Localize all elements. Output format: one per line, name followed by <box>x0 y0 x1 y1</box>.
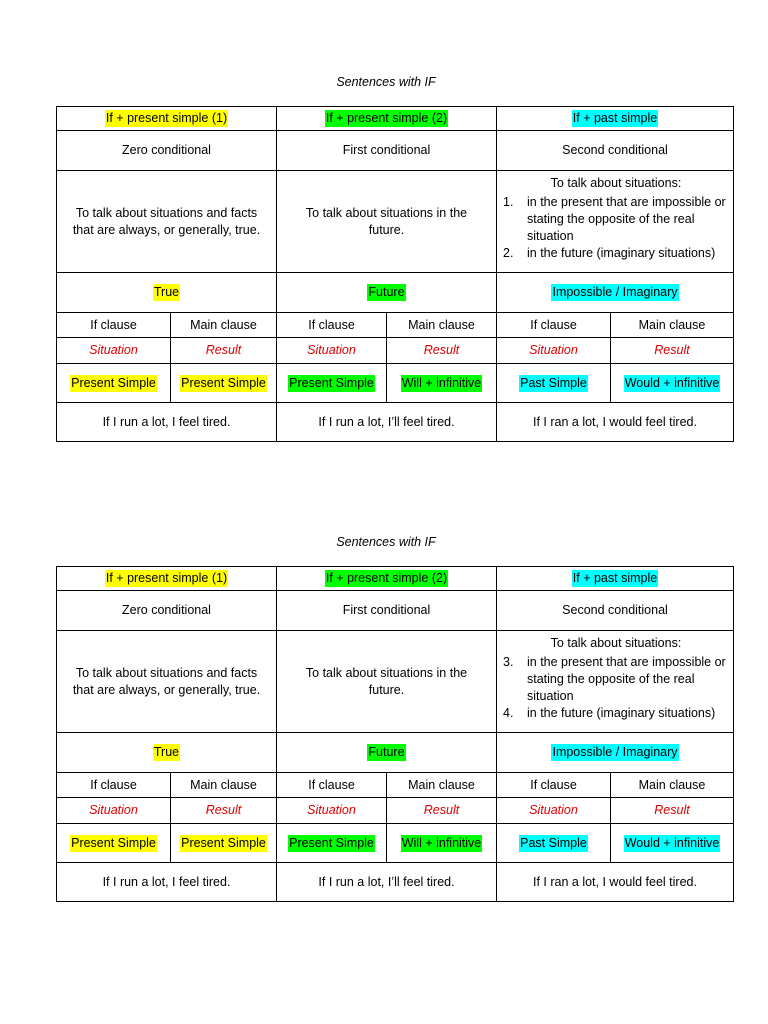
tense-cell <box>277 824 387 863</box>
example-cell: If I run a lot, I feel tired. <box>57 863 277 902</box>
category-label: True <box>153 285 180 299</box>
category-cell <box>57 273 277 313</box>
conditional-table-1 <box>56 74 733 429</box>
example-cell: If I run a lot, I’ll feel tired. <box>277 863 497 902</box>
role-cell: Situation <box>57 798 171 824</box>
header-row <box>57 107 734 131</box>
list-number: 3. <box>503 655 514 669</box>
header-cell <box>497 567 734 591</box>
category-label: Future <box>368 745 405 759</box>
tense-label: Past Simple <box>520 375 587 390</box>
role-cell: Result <box>611 338 734 364</box>
clause-cell: Main clause <box>387 313 497 338</box>
role-cell: Result <box>387 798 497 824</box>
list-item <box>503 194 729 245</box>
description-cell: To talk about situations and facts that are always, or generally, true. <box>57 631 277 733</box>
category-cell <box>497 733 734 773</box>
header-label: If + present simple (1) <box>105 571 228 585</box>
header-row <box>57 567 734 591</box>
example-cell: If I run a lot, I’ll feel tired. <box>277 403 497 442</box>
clause-cell: If clause <box>277 773 387 798</box>
example-row <box>57 863 734 902</box>
tense-label: Present Simple <box>289 835 374 850</box>
tense-cell <box>57 824 171 863</box>
category-label: True <box>153 745 180 759</box>
tense-label: Present Simple <box>71 835 156 850</box>
header-cell <box>57 567 277 591</box>
tense-row <box>57 824 734 863</box>
table-caption: Sentences with IF <box>336 535 436 549</box>
role-row <box>57 338 734 364</box>
tense-label: Will + infinitive <box>401 375 482 390</box>
category-cell <box>277 273 497 313</box>
tense-label: Present Simple <box>181 375 266 390</box>
header-cell <box>277 567 497 591</box>
list-item <box>503 245 729 262</box>
description-row <box>57 631 734 733</box>
header-label: If + present simple (2) <box>325 571 448 585</box>
category-label: Impossible / Imaginary <box>552 745 678 759</box>
role-cell: Result <box>611 798 734 824</box>
clause-cell: Main clause <box>171 773 277 798</box>
category-label: Impossible / Imaginary <box>552 285 678 299</box>
clause-cell: If clause <box>277 313 387 338</box>
category-label: Future <box>368 285 405 299</box>
description-cell: To talk about situations in the future. <box>277 171 497 273</box>
list-text: in the present that are impossible or stating the opposite of the real situation <box>527 195 726 243</box>
header-label: If + present simple (2) <box>325 111 448 125</box>
example-cell: If I ran a lot, I would feel tired. <box>497 863 734 902</box>
tense-row <box>57 364 734 403</box>
category-row <box>57 733 734 773</box>
header-label: If + past simple <box>572 571 658 585</box>
header-cell <box>277 107 497 131</box>
category-row <box>57 273 734 313</box>
type-row <box>57 131 734 171</box>
clause-cell: If clause <box>497 773 611 798</box>
clause-cell: If clause <box>57 313 171 338</box>
list-item <box>503 654 729 705</box>
description-intro: To talk about situations: <box>550 636 682 650</box>
list-item <box>503 705 729 722</box>
tense-cell <box>497 824 611 863</box>
example-cell: If I run a lot, I feel tired. <box>57 403 277 442</box>
tense-label: Will + infinitive <box>401 835 482 850</box>
table-grid <box>56 106 734 442</box>
tense-cell <box>57 364 171 403</box>
list-number: 1. <box>503 195 514 209</box>
tense-cell <box>171 824 277 863</box>
conditional-table-2 <box>56 534 733 889</box>
description-intro: To talk about situations: <box>550 176 682 190</box>
clause-cell: If clause <box>497 313 611 338</box>
tense-label: Present Simple <box>289 375 374 390</box>
role-cell: Result <box>171 798 277 824</box>
header-label: If + past simple <box>572 111 658 125</box>
tense-cell <box>611 364 734 403</box>
description-list-cell <box>497 171 734 273</box>
clause-cell: Main clause <box>387 773 497 798</box>
tense-label: Would + infinitive <box>624 835 720 850</box>
clause-cell: Main clause <box>171 313 277 338</box>
tense-cell <box>387 824 497 863</box>
list-number: 4. <box>503 706 514 720</box>
role-cell: Situation <box>497 338 611 364</box>
description-cell: To talk about situations in the future. <box>277 631 497 733</box>
header-cell <box>497 107 734 131</box>
type-cell: Zero conditional <box>57 131 277 171</box>
table-caption: Sentences with IF <box>336 75 436 89</box>
role-cell: Result <box>387 338 497 364</box>
role-cell: Situation <box>497 798 611 824</box>
type-cell: Second conditional <box>497 131 734 171</box>
tense-cell <box>387 364 497 403</box>
clause-row <box>57 773 734 798</box>
tense-label: Present Simple <box>71 375 156 390</box>
type-cell: Zero conditional <box>57 591 277 631</box>
category-cell <box>277 733 497 773</box>
category-cell <box>57 733 277 773</box>
tense-label: Present Simple <box>181 835 266 850</box>
role-cell: Situation <box>57 338 171 364</box>
description-list-cell <box>497 631 734 733</box>
list-text: in the future (imaginary situations) <box>527 246 716 260</box>
list-number: 2. <box>503 246 514 260</box>
list-text: in the future (imaginary situations) <box>527 706 716 720</box>
clause-cell: If clause <box>57 773 171 798</box>
description-cell: To talk about situations and facts that are always, or generally, true. <box>57 171 277 273</box>
type-cell: First conditional <box>277 131 497 171</box>
tense-cell <box>171 364 277 403</box>
description-row <box>57 171 734 273</box>
example-row <box>57 403 734 442</box>
header-cell <box>57 107 277 131</box>
table-grid <box>56 566 734 902</box>
example-cell: If I ran a lot, I would feel tired. <box>497 403 734 442</box>
type-row <box>57 591 734 631</box>
tense-cell <box>277 364 387 403</box>
role-cell: Situation <box>277 338 387 364</box>
tense-cell <box>611 824 734 863</box>
list-text: in the present that are impossible or stating the opposite of the real situation <box>527 655 726 703</box>
type-cell: Second conditional <box>497 591 734 631</box>
clause-cell: Main clause <box>611 313 734 338</box>
tense-cell <box>497 364 611 403</box>
header-label: If + present simple (1) <box>105 111 228 125</box>
tense-label: Would + infinitive <box>624 375 720 390</box>
role-cell: Result <box>171 338 277 364</box>
clause-cell: Main clause <box>611 773 734 798</box>
clause-row <box>57 313 734 338</box>
tense-label: Past Simple <box>520 835 587 850</box>
role-row <box>57 798 734 824</box>
role-cell: Situation <box>277 798 387 824</box>
type-cell: First conditional <box>277 591 497 631</box>
category-cell <box>497 273 734 313</box>
